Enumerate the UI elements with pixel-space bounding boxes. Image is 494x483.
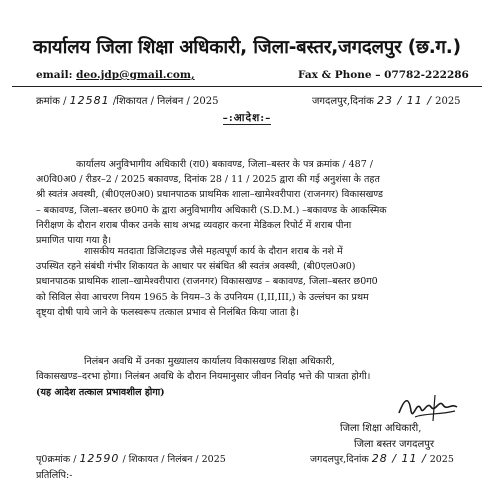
order-place-date	[312, 93, 461, 107]
place-date-label: जगदलपुर,दिनांक	[312, 96, 374, 107]
order-title-text: –:आदेश:–	[222, 112, 272, 124]
email-address[interactable]: deo.jdp@gmail.com,	[76, 69, 195, 81]
order-paragraph-2	[36, 244, 482, 320]
reference-suffix: /शिकायत / निलंबन / 2025	[112, 96, 219, 107]
email-line	[36, 69, 195, 81]
paragraph-line: प्रधानपाठक प्राथमिक शाला–खामेश्वरीपारा (राजनगर) विकासखण्ड – बकावण्ड, जिला–बस्तर छ0ग0	[36, 276, 378, 288]
copy-reference-number-handwritten: 12590	[79, 452, 120, 465]
order-paragraph-1	[36, 157, 482, 248]
paragraph-line: निलंबन अवधि में उनका मुख्यालय कार्यालय विकासखण्ड शिक्षा अधिकारी,	[84, 356, 335, 367]
copy-reference-prefix: पृ0क्रमांक /	[36, 454, 77, 465]
copy-reference-suffix: / शिकायत / निलंबन / 2025	[122, 454, 226, 465]
paragraph-line: दृष्ट्या दोषी पाये जाने के फलस्वरूप तत्काल प्रभाव से निलंबित किया जाता है।	[36, 306, 299, 318]
reference-prefix: क्रमांक /	[36, 96, 67, 107]
order-date-handwritten: 23 / 11 /	[377, 94, 432, 107]
signatory-office: जिला बस्तर जगदलपुर	[354, 439, 435, 450]
paragraph-line: विकासखण्ड–दरभा होगा। निलंबन अवधि के दौरान नियमानुसार जीवन निर्वाह भत्ते की पात्रता होगी।	[36, 371, 371, 383]
copy-to-label: प्रतिलिपि:-	[36, 470, 73, 481]
paragraph-line: अ0वि0अ0 / रीडर–2 / 2025 बकावण्ड, दिनांक 28 / 11 / 2025 द्वारा की गई अनुशंसा के तहत	[36, 174, 380, 186]
paragraph-line: कार्यालय अनुविभागीय अधिकारी (रा0) बकावण्ड, जिला–बस्तर के पत्र क्रमांक / 487 /	[76, 159, 373, 170]
signatory-designation: जिला शिक्षा अधिकारी,	[340, 423, 422, 434]
fax-phone: Fax & Phone – 07782-222286	[298, 69, 469, 81]
paragraph-line: शासकीय मतदाता डिजिटाइज्ड जैसे महत्वपूर्ण कार्य के दौरान शराब के नशे में	[84, 246, 343, 257]
copy-place-date	[310, 452, 454, 465]
copy-year: 2025	[429, 454, 454, 465]
copy-reference-number	[36, 452, 226, 465]
email-label: email:	[36, 69, 73, 81]
order-paragraph-3	[36, 354, 482, 384]
copy-place-date-label: जगदलपुर,दिनांक	[310, 454, 369, 465]
paragraph-line: निरीक्षण के दौरान शराब पीकर उनके साथ अभद्र व्यवहार करना मेडिकल रिपोर्ट में शराब पीना	[36, 219, 352, 231]
paragraph-line: – बकावण्ड, जिला–बस्तर छ0ग0 के द्वारा अनुविभागीय अधिकारी (S.D.M.) –बकावण्ड के आकस्मिक	[36, 204, 387, 216]
order-reference-number	[36, 93, 218, 107]
order-effective-note: (यह आदेश तत्काल प्रभावशील होगा)	[36, 387, 165, 398]
office-letterhead-title: कार्यालय जिला शिक्षा अधिकारी, जिला-बस्तर,जगदलपुर (छ.ग.)	[33, 37, 461, 58]
order-year: 2025	[435, 96, 461, 107]
paragraph-line: को सिविल सेवा आचरण नियम 1965 के नियम–3 के उपनियम (I,II,III,) के उल्लंघन का प्रथम	[36, 291, 369, 303]
order-title	[0, 111, 494, 125]
header-divider	[12, 86, 482, 87]
reference-number-handwritten: 12581	[69, 94, 110, 107]
paragraph-line: प्रमाणित पाया गया है।	[36, 235, 112, 247]
paragraph-line: उपस्थित रहने संबंधी गंभीर शिकायत के आधार पर संबंधित श्री स्वतंत्र अवस्थी, (बी0एल0अ0)	[36, 261, 356, 273]
copy-date-handwritten: 28 / 11 /	[371, 452, 427, 465]
paragraph-line: श्री स्वतंत्र अवस्थी, (बी0एल0अ0) प्रधानपाठक प्राथमिक शाला–खामेश्वरीपारा (राजनगर) विकासखण्ड	[36, 189, 383, 201]
